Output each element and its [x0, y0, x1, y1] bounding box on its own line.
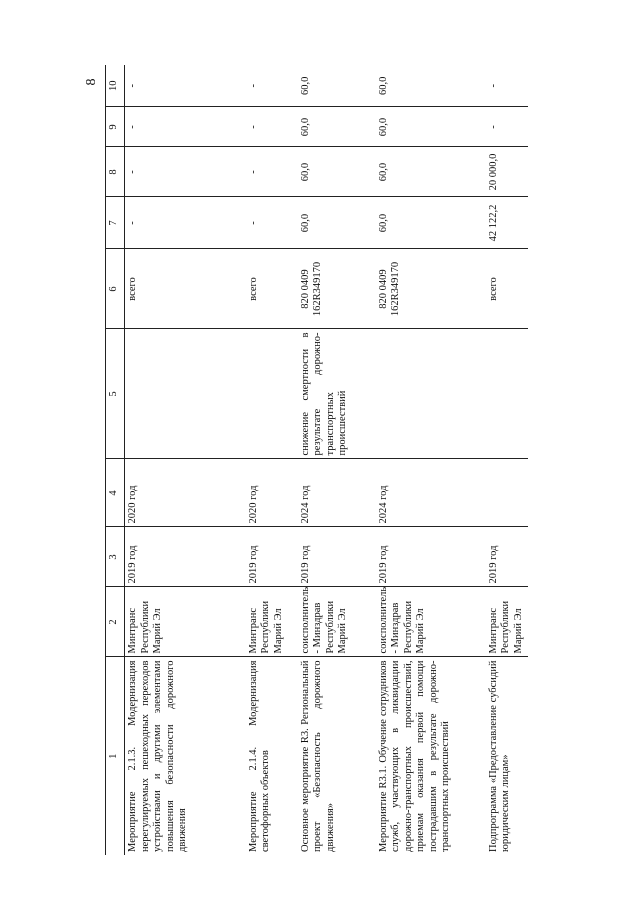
value-col-8: 20 000,0	[486, 147, 528, 197]
col-header-5: 5	[106, 329, 125, 459]
expected-result: снижение смертности в результате дорожно-транспортных происшествий	[298, 329, 376, 459]
activity-name: Мероприятие R3.1. Обучение сотрудников служб, участвующих в ликвидации дорожно-транспортных происшествий, приемам оказания первой помощи пострадавшим в результате дорожно-транспортных происшествий	[377, 660, 451, 852]
expected-result	[486, 329, 528, 459]
table-row	[298, 65, 376, 855]
executor: Минтранс Республики Марий Эл	[125, 587, 246, 657]
col-header-2: 2	[106, 587, 125, 657]
value-col-10: 60,0	[298, 65, 376, 107]
value-col-9: 60,0	[376, 107, 486, 147]
activity-name: Подпрограмма «Предоставление субсидий юридическим лицам»	[487, 660, 511, 852]
budget-code: всего	[486, 249, 528, 329]
col-header-6: 6	[106, 249, 125, 329]
value-col-10: -	[125, 65, 246, 107]
start-year: 2019 год	[376, 527, 486, 587]
value-col-10: 60,0	[376, 65, 486, 107]
col-header-7: 7	[106, 197, 125, 249]
executor: соисполнитель - Минздрав Республики Марий Эл	[298, 587, 376, 657]
executor: Минтранс Республики Марий Эл	[246, 587, 298, 657]
end-year: 2024 год	[298, 459, 376, 527]
executor: Минтранс Республики Марий Эл	[486, 587, 528, 657]
end-year: 2020 год	[246, 459, 298, 527]
value-col-9: -	[486, 107, 528, 147]
table-row	[125, 65, 246, 855]
col-header-1: 1	[106, 657, 125, 855]
value-col-7: -	[125, 197, 246, 249]
executor: соисполнитель - Минздрав Республики Марий Эл	[376, 587, 486, 657]
expected-result	[376, 329, 486, 459]
col-header-8: 8	[106, 147, 125, 197]
end-year: 2020 год	[125, 459, 246, 527]
expected-result	[246, 329, 298, 459]
program-table	[105, 65, 528, 855]
value-col-8: -	[125, 147, 246, 197]
activity-name: Мероприятие 2.1.4. Модернизация светофорных объектов	[247, 660, 271, 852]
value-col-8: 60,0	[298, 147, 376, 197]
end-year	[486, 459, 528, 527]
value-col-7: 60,0	[298, 197, 376, 249]
start-year: 2019 год	[246, 527, 298, 587]
value-col-9: -	[125, 107, 246, 147]
activity-name: Мероприятие 2.1.3. Модернизация нерегулируемых пешеходных переходов устройствами и другими элементами повышения безопасности дорожного движения	[127, 660, 188, 852]
budget-code: всего	[125, 249, 246, 329]
col-header-4: 4	[106, 459, 125, 527]
value-col-8: -	[246, 147, 298, 197]
value-col-10: -	[486, 65, 528, 107]
col-header-3: 3	[106, 527, 125, 587]
expected-result	[125, 329, 246, 459]
col-header-9: 9	[106, 107, 125, 147]
page-number: 8	[84, 78, 99, 86]
col-header-10: 10	[106, 65, 125, 107]
start-year: 2019 год	[486, 527, 528, 587]
value-col-9: 60,0	[298, 107, 376, 147]
table-row	[246, 65, 298, 855]
end-year: 2024 год	[376, 459, 486, 527]
activity-name: Основное мероприятие R3. Региональный проект «Безопасность дорожного движения»	[299, 660, 336, 852]
value-col-8: 60,0	[376, 147, 486, 197]
header-row	[106, 65, 125, 855]
value-col-7: 60,0	[376, 197, 486, 249]
start-year: 2019 год	[298, 527, 376, 587]
value-col-7: -	[246, 197, 298, 249]
value-col-10: -	[246, 65, 298, 107]
budget-code: 820 0409 162R349170	[376, 249, 486, 329]
value-col-7: 42 122,2	[486, 197, 528, 249]
table-row	[376, 65, 486, 855]
start-year: 2019 год	[125, 527, 246, 587]
program-table-rotated	[105, 65, 525, 855]
budget-code: всего	[246, 249, 298, 329]
value-col-9: -	[246, 107, 298, 147]
budget-code: 820 0409 162R349170	[298, 249, 376, 329]
table-row	[486, 65, 528, 855]
